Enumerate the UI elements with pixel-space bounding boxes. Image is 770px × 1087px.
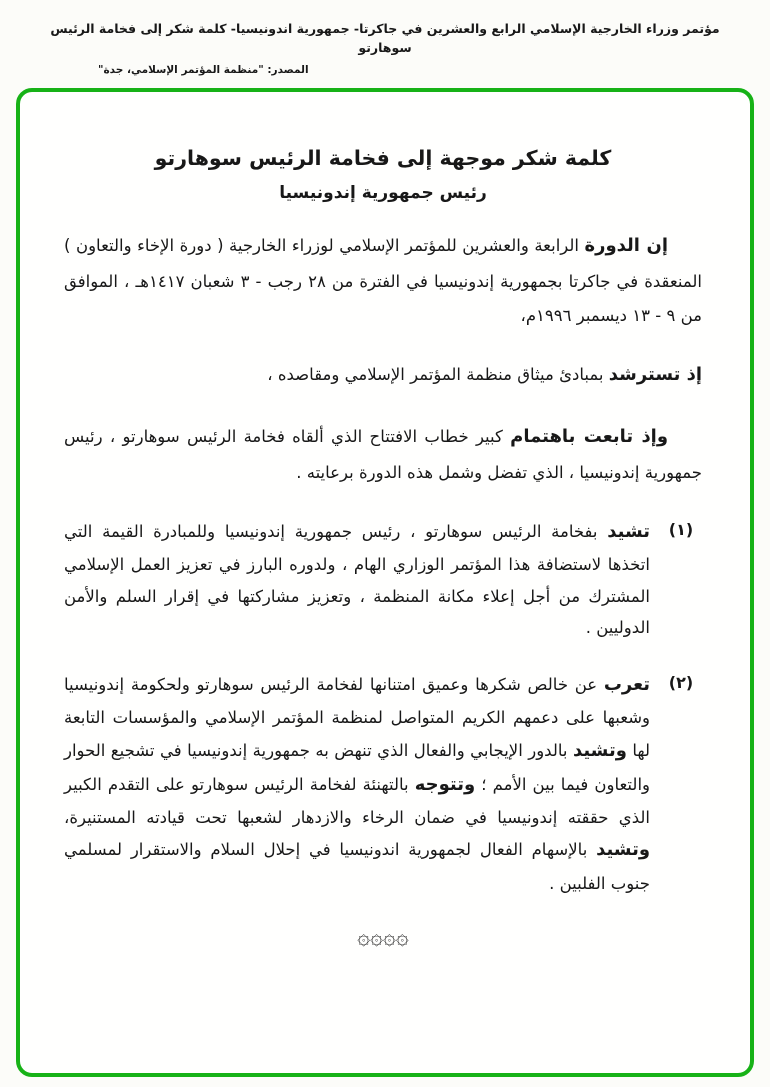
document-title: كلمة شكر موجهة إلى فخامة الرئيس سوهارتو (154, 146, 612, 170)
end-ornament: ۞۞۞۞ (357, 924, 409, 950)
item-1-number: (١) (668, 520, 694, 540)
document-title-block (64, 146, 702, 203)
preamble-paragraph-2: إذ تسترشد بمبادئ ميثاق منظمة المؤتمر الإسلامي ومقاصده ، (267, 364, 702, 386)
resolution-item-1 (64, 515, 702, 643)
document-content (20, 92, 750, 950)
document-subtitle: رئيس جمهورية إندونيسيا (279, 183, 487, 203)
item-2-number: (٢) (668, 673, 694, 693)
resolution-item-2 (64, 668, 702, 899)
item-2-text: تعرب عن خالص شكرها وعميق امتنانها لفخامة الرئيس سوهارتو ولحكومة إندونيسيا وشعبها على دعمهم الكريم المتواصل لمنظمة المؤتمر الإسلامي والمؤسسات التابعة لها وتشيد بالدور الإيجابي والفعال الذي تنهض به جمهورية إندونيسيا في تشجيع الحوار والتعاون فيما بين الأمم ؛ وتتوجه بالتهنئة لفخامة الرئيس سوهارتو على التقدم الكبير الذي حققته إندونيسيا في ضمان الرخاء والازدهار لشعبها تحت قيادته المستنيرة، وتشيد بالإسهام الفعال لجمهورية اندونيسيا في إحلال السلام والاستقرار لمسلمي جنوب الفلبين . (64, 674, 650, 893)
preamble-paragraph-3: وإذ تابعت باهتمام كبير خطاب الافتتاح الذي ألقاه فخامة الرئيس سوهارتو ، رئيس جمهورية إندونيسيا ، الذي تفضل وشمل هذه الدورة برعايته . (64, 426, 702, 483)
header-source-note: المصدر: "منظمة المؤتمر الإسلامي، جدة" (98, 63, 309, 76)
preamble-paragraph-1: إن الدورة الرابعة والعشرين للمؤتمر الإسلامي لوزراء الخارجية ( دورة الإخاء والتعاون ) المنعقدة في جاكرتا بجمهورية إندونيسيا في الفترة من ٢٨ رجب - ٣ شعبان ١٤١٧هـ ، الموافق من ٩ - ١٣ ديسمبر ١٩٩٦م، (64, 235, 702, 325)
page-header (0, 0, 770, 76)
item-1-text: تشيد بفخامة الرئيس سوهارتو ، رئيس جمهورية إندونيسيا وللمبادرة القيمة التي اتخذها لاستضافة هذا المؤتمر الوزاري الهام ، ولدوره البارز في تعزيز العمل الإسلامي المشترك من أجل إعلاء مكانة المنظمة ، وتعزيز مشاركتها في إقرار السلم والأمن الدوليين . (64, 521, 650, 637)
header-caption: مؤتمر وزراء الخارجية الإسلامي الرابع والعشرين في جاكرتا- جمهورية اندونيسيا- كلمة شكر إلى فخامة الرئيس سوهارتو (50, 21, 720, 55)
green-document-border (16, 88, 754, 1077)
